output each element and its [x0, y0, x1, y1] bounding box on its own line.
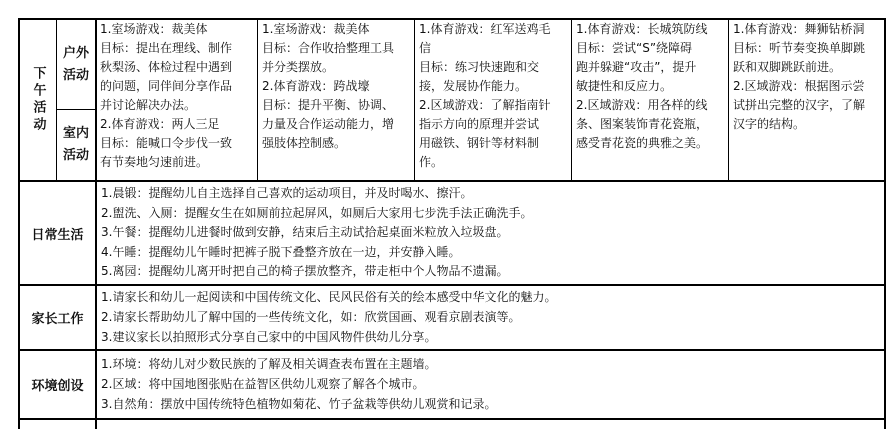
day3-line: 用磁铁、钢针等材料制	[419, 136, 540, 150]
day1-line: 目标：提出在理线、制作	[100, 41, 233, 55]
day2-line: 2.体育游戏：跨战壕	[262, 79, 370, 93]
day4-line: 条、图案装饰青花瓷瓶，	[576, 117, 709, 131]
environment-item: 1.环境：将幼儿对少数民族的了解及相关调查表布置在主题墙。	[101, 357, 437, 371]
col-divider-day3	[414, 18, 415, 181]
col-divider-day2	[257, 18, 258, 181]
day3-line: 目标：练习快速跑和交	[419, 60, 540, 74]
day5-line: 跃和双脚跳跃前进。	[733, 60, 842, 74]
indoor-label-line1: 室内	[62, 126, 89, 141]
day2-line: 强肢体控制感。	[262, 136, 347, 150]
day4-line: 敏捷性和反应力。	[576, 79, 673, 93]
day1-line: 秋梨汤、体检过程中遇到	[100, 60, 233, 74]
environment-item: 2.区域：将中国地图张贴在益智区供幼儿观察了解各个城市。	[101, 377, 425, 391]
table-border-right	[884, 18, 886, 429]
environment-content	[101, 354, 881, 414]
parent-work-item: 1.请家长和幼儿一起阅读和中国传统文化、民风民俗有关的绘本感受中华文化的魅力。	[101, 290, 557, 304]
day1-line: 的问题，同伴间分享作品	[100, 79, 233, 93]
daily-life-item: 1.晨锻：提醒幼儿自主选择自己喜欢的运动项目，并及时喝水、擦汗。	[101, 186, 473, 200]
daily-life-label: 日常生活	[31, 227, 84, 243]
day3-line: 指示方向的原理并尝试	[419, 117, 540, 131]
afternoon-day-1	[100, 20, 256, 172]
parent-work-item: 2.请家长帮助幼儿了解中国的一些传统文化，如：欣赏国画、观看京剧表演等。	[101, 310, 521, 324]
day5-line: 2.区域游戏：根据图示尝	[733, 79, 865, 93]
daily-life-content	[101, 184, 881, 282]
col-divider-day5	[728, 18, 729, 181]
day3-line: 1.体育游戏：红军送鸡毛	[419, 22, 551, 36]
daily-life-item: 2.盥洗、入厕：提醒女生在如厕前拉起屏风，如厕后大家用七步洗手法正确洗手。	[101, 205, 533, 220]
day4-line: 目标：尝试“S”绕障碍	[576, 41, 693, 55]
day5-line: 1.体育游戏：舞狮钻桥洞	[733, 22, 865, 36]
row-divider-daily	[18, 284, 885, 286]
day4-line: 2.区域游戏：用各样的线	[576, 98, 708, 112]
afternoon-day-3	[419, 20, 570, 172]
daily-life-item: 3.午餐：提醒幼儿进餐时做到安静，结束后主动试拾起桌面米粒放入垃圾盘。	[101, 225, 509, 239]
afternoon-activities-label: 下午活动	[30, 66, 46, 134]
environment-item: 3.自然角：摆放中国传统特色植物如菊花、竹子盆栽等供幼儿观赏和记录。	[101, 397, 497, 411]
daily-life-item: 5.离园：提醒幼儿离开时把自己的椅子摆放整齐，带走柜中个人物品不遗漏。	[101, 264, 509, 278]
indoor-label-line2: 活动	[62, 148, 89, 163]
parent-work-content	[101, 287, 881, 347]
day3-line: 信	[419, 41, 432, 55]
day2-line: 1.室场游戏：裁美体	[262, 22, 370, 36]
row-divider-afternoon	[18, 180, 885, 182]
day3-line: 接，发展协作能力。	[419, 79, 528, 93]
day2-line: 力量及合作运动能力，增	[262, 117, 395, 131]
indoor-activities-label	[57, 110, 95, 180]
row-divider-environment	[18, 418, 885, 420]
day3-line: 作。	[419, 155, 444, 169]
day1-line: 2.体育游戏：两人三足	[100, 117, 220, 131]
day4-line: 感受青花瓷的典雅之美。	[576, 136, 709, 150]
outdoor-activities-label	[57, 20, 95, 109]
parent-work-item: 3.建议家长以拍照形式分享自己家中的中国风物件供幼儿分享。	[101, 330, 437, 344]
afternoon-day-2	[262, 20, 413, 153]
afternoon-day-5	[733, 20, 883, 134]
outdoor-label-line2: 活动	[62, 67, 89, 83]
day3-line: 2.区域游戏：了解指南针	[419, 98, 551, 112]
day1-line: 有节奏地匀速前进。	[100, 155, 209, 169]
parent-work-label: 家长工作	[31, 312, 84, 327]
outdoor-label-line1: 户外	[62, 45, 89, 61]
environment-label: 环境创设	[31, 379, 84, 394]
day1-line: 并讨论解决办法。	[100, 98, 197, 112]
day4-line: 1.体育游戏：长城筑防线	[576, 22, 708, 36]
row-divider-parent	[18, 349, 885, 351]
day2-line: 目标：合作收拾整理工具	[262, 41, 395, 55]
day5-line: 目标：听节奏变换单脚跳	[733, 41, 866, 55]
col-divider-day4	[571, 18, 572, 181]
day1-line: 目标：能喊口令步伐一致	[100, 136, 233, 150]
day1-line: 1.室场游戏：裁美体	[100, 22, 208, 36]
day2-line: 目标：提升平衡、协调、	[262, 98, 395, 112]
afternoon-day-4	[576, 20, 727, 153]
day2-line: 并分类摆放。	[262, 60, 335, 74]
col-divider-label	[95, 18, 97, 429]
day4-line: 跑并躲避“攻击”，提升	[576, 60, 697, 74]
day5-line: 汉字的结构。	[733, 117, 806, 131]
daily-life-item: 4.午睡：提醒幼儿午睡时把裤子脱下叠整齐放在一边，并安静入睡。	[101, 244, 461, 259]
day5-line: 试拼出完整的汉字，了解	[733, 98, 866, 112]
